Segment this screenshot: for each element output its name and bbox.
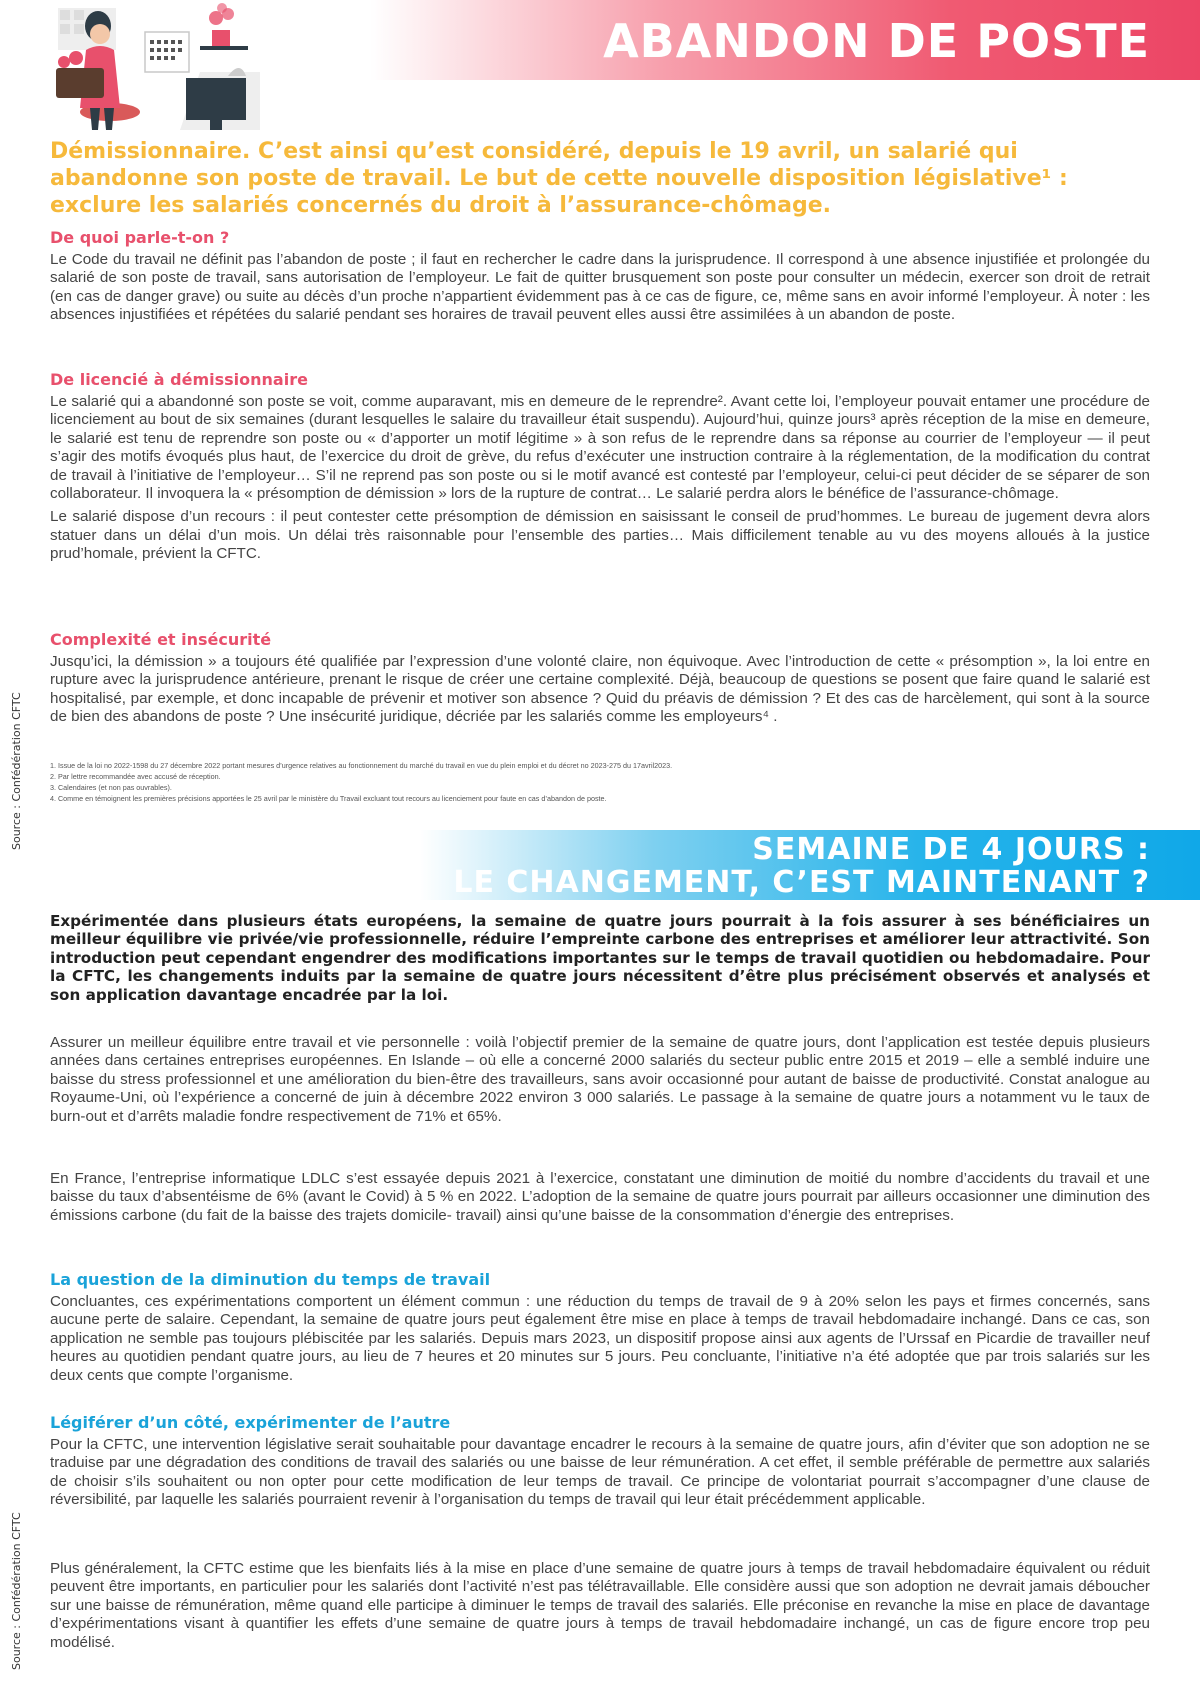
footnotes bbox=[50, 760, 1150, 804]
section1-intro bbox=[50, 138, 1150, 219]
paragraph-complexite: Jusqu’ici, la démission » a toujours été qualifiée par l’expression d’une volonté claire, non équivoque. Avec l’introduction de cette « présomption », la loi entre en rupture avec la jurisprudence antérieure, prenant le risque de créer une certaine complexité. Déjà, beaucoup de questions se posent que faire quand le salarié est hospitalisé, par exemple, et donc incapable de prévenir et motiver son absence ? Quid du préavis de démission ? Et des cas de harcèlement, qui sont à la source de bien des abandons de poste ? Une insécurité juridique, décriée par les salariés comme les employeurs⁴ . bbox=[50, 653, 1150, 726]
paragraph-procedure: Le salarié qui a abandonné son poste se voit, comme auparavant, mis en demeure de le reprendre². Avant cette loi, l’employeur pouvait entamer une procédure de licenciement au bout de six semaines (durant lesquelles le salaire du travailleur était suspendu). Aujourd’hui, quinze jours³ après réception de la mise en demeure, le salarié est tenu de reprendre son poste ou « d’apporter un motif légitime » à son refus de le reprendre dans sa réponse au courrier de l’employeur — il peut s’agir des motifs évoqués plus haut, de l’exercice du droit de grève, du refus d’exécuter une instruction contraire à la réglementation, de la modification du contrat de travail à l’initiative de l’employeur… S’il ne reprend pas son poste ou si le motif avancé est contesté par l’employeur, celui-ci peut décider de se séparer de son collaborateur. Il invoquera la « présomption de démission » lors de la rupture de contrat… Le salarié perdra alors le bénéfice de l’assurance-chômage. bbox=[50, 393, 1150, 503]
section2-part-diminution bbox=[50, 1270, 1150, 1385]
source-label-1: Source : Confédération CFTC bbox=[10, 692, 23, 850]
woman-desk-illustration bbox=[50, 0, 265, 130]
section1-title: ABANDON DE POSTE bbox=[603, 14, 1150, 68]
heading-de-licencie-a-demissionnaire: De licencié à démissionnaire bbox=[50, 370, 308, 389]
paragraph-equilibre: Assurer un meilleur équilibre entre travail et vie personnelle : voilà l’objectif premier de la semaine de quatre jours, dont l’application est testée depuis plusieurs années dans certaines entreprises européennes. En Islande – où elle a concerné 2000 salariés du secteur public entre 2015 et 2019 – elle a semblé induire une baisse du stress professionnel et une amélioration du bien-être des travailleurs, sans avoir occasionné pour autant de baisse de productivité. Constat analogue au Royaume-Uni, où l’expérience a concerné de juin à décembre 2022 environ 3 000 salariés. Le passage à la semaine de quatre jours a notamment vu le taux de burn-out et d’arrêts maladie fondre respectivement de 71% et 65%. bbox=[50, 1034, 1150, 1125]
section2-part-equilibre bbox=[50, 1034, 1150, 1126]
paragraph-definition: Le Code du travail ne définit pas l’abandon de poste ; il faut en rechercher le cadre dans la jurisprudence. Il correspond à une absence injustifiée et prolongée du salarié de son poste de travail, sans autorisation de l’employeur. Le fait de quitter brusquement son poste pour consulter un médecin, exercer son droit de retrait (en cas de danger grave) ou suite au décès d’un proche n’appartient évidemment pas à ce cas de figure, ce, même sans en avoir informé l’employeur. À noter : les absences injustifiées et répétées du salarié pendant ses horaires de travail peuvent elles aussi être assimilées à un abandon de poste. bbox=[50, 251, 1150, 324]
paragraph-recours: Le salarié dispose d’un recours : il peut contester cette présomption de démission en saisissant le conseil de prud’hommes. Le bureau de jugement devra alors statuer dans un délai d’un mois. Un délai très raisonnable pour l’ensemble des parties… Mais difficilement tenable au vu des moyens alloués à la justice prud’homale, prévient la CFTC. bbox=[50, 508, 1150, 563]
section2-banner bbox=[420, 830, 1200, 900]
footnote-4: 4. Comme en témoignent les premières précisions apportées le 25 avril par le ministère du Travail excluant tout recours au licenciement pour faute en cas d’abandon de poste. bbox=[50, 794, 607, 803]
paragraph-conclusion: Plus généralement, la CFTC estime que les bienfaits liés à la mise en place d’une semaine de quatre jours à temps de travail hebdomadaire équivalent ou réduit peuvent être importants, en particulier pour les salariés dont l’activité n’est pas télétravaillable. Elle considère aussi que son adoption ne devrait jamais déboucher sur une baisse de rémunération, même quand elle participe à diminuer le temps de travail des salariés. Elle préconise en revanche la mise en place de davantage d’expérimentations visant à quantifier les effets d’une semaine de quatre jours à temps de travail hebdomadaire inchangé, un cas de figure encore trop peu modélisé. bbox=[50, 1560, 1150, 1651]
section2-part-conclusion bbox=[50, 1560, 1150, 1652]
section2-lead: Expérimentée dans plusieurs états européens, la semaine de quatre jours pourrait à la fois assurer à ses bénéficiaires un meilleur équilibre vie privée/vie professionnelle, réduire l’empreinte carbone des entreprises et améliorer leur attractivité. Son introduction peut cependant engendrer des modifications importantes sur le temps de travail quotidien ou hebdomadaire. Pour la CFTC, les changements induits par la semaine de quatre jours nécessitent d’être plus précisément observés et analysés et son application davantage encadrée par la loi. bbox=[50, 912, 1150, 1004]
paragraph-diminution: Concluantes, ces expérimentations comportent un élément commun : une réduction du temps de travail de 9 à 20% selon les pays et firmes concernés, sans aucune perte de salaire. Cependant, la semaine de quatre jours peut également être mise en place à temps de travail hebdomadaire inchangé. Dans ce cas, son application ne semble pas toujours plébiscitée par les salariés. Depuis mars 2023, un dispositif propose ainsi aux agents de l’Urssaf en Picardie de travailler neuf heures au quotidien pendant quatre jours, au lieu de 7 heures et 20 minutes sur 5 jours. Peu concluante, l’initiative n’a été adoptée que par trois salariés sur les deux cents que compte l’organisme. bbox=[50, 1293, 1150, 1384]
section2-title-line2: LE CHANGEMENT, C’EST MAINTENANT ? bbox=[453, 865, 1150, 900]
heading-diminution-temps-travail: La question de la diminution du temps de travail bbox=[50, 1270, 491, 1289]
section1-part-licencie bbox=[50, 370, 1150, 564]
section2-title-line1: SEMAINE DE 4 JOURS : bbox=[752, 832, 1150, 867]
paragraph-ldlc: En France, l’entreprise informatique LDLC s’est essayée depuis 2021 à l’exercice, constatant une diminution de moitié du nombre d’accidents du travail et une baisse du taux d’absentéisme de 6% (avant le Covid) à 5 % en 2022. L’adoption de la semaine de quatre jours pourrait par ailleurs occasionner une diminution des émissions carbone (du fait de la baisse des trajets domicile- travail) ainsi qu’une baisse de la consommation d’énergie des entreprises. bbox=[50, 1170, 1150, 1224]
source-label-2: Source : Confédération CFTC bbox=[10, 1512, 23, 1670]
section1-banner bbox=[370, 0, 1200, 80]
section2-part-legiferer bbox=[50, 1413, 1150, 1510]
footnote-1: 1. Issue de la loi no 2022-1598 du 27 décembre 2022 portant mesures d’urgence relatives au fonctionnement du marché du travail en vue du plein emploi et du décret no 2023-275 du 17avril2023. bbox=[50, 761, 673, 770]
section1-part-complexite bbox=[50, 630, 1150, 727]
heading-complexite-insecurite: Complexité et insécurité bbox=[50, 630, 272, 649]
heading-legiferer-experimenter: Légiférer d’un côté, expérimenter de l’autre bbox=[50, 1413, 451, 1432]
section1-lead: Démissionnaire. C’est ainsi qu’est considéré, depuis le 19 avril, un salarié qui abandonne son poste de travail. Le but de cette nouvelle disposition législative¹ : exclure les salariés concernés du droit à l’assurance-chômage. bbox=[50, 139, 1068, 218]
section2-part-ldlc bbox=[50, 1170, 1150, 1225]
section1-part-what bbox=[50, 228, 1150, 325]
section2-intro bbox=[50, 912, 1150, 1004]
footnote-2: 2. Par lettre recommandée avec accusé de réception. bbox=[50, 772, 221, 781]
section1-header bbox=[0, 0, 1200, 130]
footnote-3: 3. Calendaires (et non pas ouvrables). bbox=[50, 783, 172, 792]
heading-de-quoi-parle-t-on: De quoi parle-t-on ? bbox=[50, 228, 230, 247]
paragraph-legiferer: Pour la CFTC, une intervention législative serait souhaitable pour davantage encadrer le recours à la semaine de quatre jours, afin d’éviter que son adoption ne se traduise par une dégradation des conditions de travail des salariés ou une baisse de leur rémunération. A cet effet, il semble préférable de permettre aux salariés de choisir s’ils souhaitent ou non opter pour cette modification de leur temps de travail. Ce principe de volontariat pourrait s’accompagner d’une clause de réversibilité, par laquelle les salariés pourraient revenir à l’organisation du temps de travail qui leur était précédemment applicable. bbox=[50, 1436, 1150, 1509]
